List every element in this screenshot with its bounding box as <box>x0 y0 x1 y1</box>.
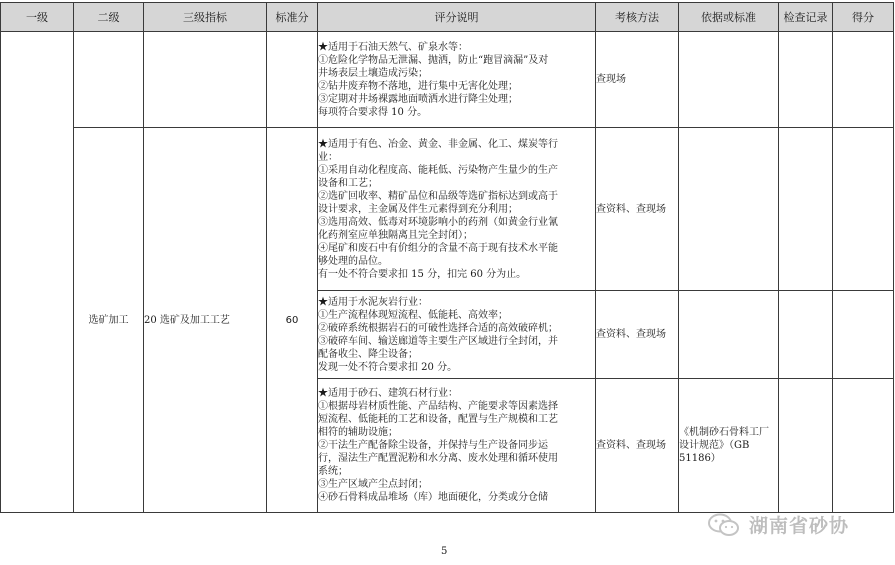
score-cell-top <box>267 32 318 128</box>
description-line: ①采用自动化程度高、能耗低、污染物产生量少的生产 <box>318 164 558 176</box>
method-cell: 查资料、查现场 <box>596 128 679 291</box>
header-level2: 二级 <box>74 3 144 32</box>
description-line: 系统； <box>318 466 348 477</box>
header-row <box>1 3 894 32</box>
description-line: ④尾矿和废石中有价组分的含量不高于现有技术水平能 <box>318 242 558 254</box>
description-cell <box>318 379 596 513</box>
description-line: ①危险化学物品无泄漏、抛洒，防止“跑冒滴漏”及对 <box>318 54 549 66</box>
description-line: 配备收尘、降尘设备； <box>318 348 418 360</box>
description-line: 发现一处不符合要求扣 20 分。 <box>318 361 458 373</box>
level3-cell-top <box>144 32 267 128</box>
description-line: 相符的辅助设施； <box>318 427 398 438</box>
description-line: 设计要求，主金属及伴生元素得到充分利用； <box>318 203 518 215</box>
basis-cell <box>679 379 779 513</box>
header-level3: 三级指标 <box>144 3 267 32</box>
header-score: 得分 <box>833 3 894 32</box>
description-line: 每项符合要求得 10 分。 <box>318 106 428 118</box>
description-line: 行，湿法生产配置泥粉和水分离、废水处理和循环使用 <box>318 453 558 464</box>
basis-cell <box>679 291 779 379</box>
description-line: 井场表层土壤造成污染； <box>318 67 428 79</box>
method-cell: 查资料、查现场 <box>596 291 679 379</box>
description-line: 有一处不符合要求扣 15 分，扣完 60 分为止。 <box>318 268 527 280</box>
standard-score-cell: 60 <box>267 128 318 513</box>
watermark-text: 湖南省砂协 <box>749 515 850 537</box>
level1-cell <box>1 32 74 513</box>
description-cell <box>318 291 596 379</box>
method-cell: 查资料、查现场 <box>596 379 679 513</box>
description-line: ②干法生产配备除尘设备，并保持与生产设备同步运 <box>318 440 548 451</box>
description-line: ②钻井废弃物不落地，进行集中无害化处理； <box>318 80 518 92</box>
level2-cell: 选矿加工 <box>74 128 144 513</box>
points-cell <box>833 128 894 291</box>
points-cell <box>833 291 894 379</box>
description-line: ★适用于有色、冶金、黄金、非金属、化工、煤炭等行 <box>318 138 558 150</box>
header-basis-standard: 依据或标准 <box>679 3 779 32</box>
header-inspection-record: 检查记录 <box>779 3 833 32</box>
header-assessment-method: 考核方法 <box>596 3 679 32</box>
description-line: ①根据母岩材质性能、产品结构、产能要求等因素选择 <box>318 401 558 412</box>
description-line: 够处理的品位。 <box>318 255 388 267</box>
points-cell <box>833 32 894 128</box>
level3-cell: 20 选矿及加工工艺 <box>144 128 267 513</box>
table-row <box>1 128 894 291</box>
record-cell <box>779 379 833 513</box>
scoring-table <box>0 2 894 513</box>
description-line: ②破碎系统根据岩石的可破性选择合适的高效破碎机； <box>318 322 558 334</box>
header-level1: 一级 <box>1 3 74 32</box>
basis-cell <box>679 32 779 128</box>
description-line: ③选用高效、低毒对环境影响小的药剂（如黄金行业氰 <box>318 216 558 228</box>
record-cell <box>779 128 833 291</box>
description-line: ★适用于石油天然气、矿泉水等： <box>318 41 468 53</box>
basis-line: 51186） <box>679 453 721 464</box>
basis-cell <box>679 128 779 291</box>
description-line: 化药剂室应单独隔离且完全封闭）； <box>318 229 473 241</box>
level2-cell-top <box>74 32 144 128</box>
description-line: 业： <box>318 151 338 163</box>
description-line: ★适用于砂石、建筑石材行业： <box>318 388 458 399</box>
record-cell <box>779 32 833 128</box>
description-line: ②选矿回收率、精矿品位和品级等选矿指标达到或高于 <box>318 190 558 202</box>
record-cell <box>779 291 833 379</box>
description-line: ③定期对井场裸露地面喷洒水进行降尘处理； <box>318 93 518 105</box>
header-scoring-description: 评分说明 <box>318 3 596 32</box>
description-line: 短流程、低能耗的工艺和设备，配置与生产规模和工艺 <box>318 414 558 425</box>
table-row <box>1 32 894 128</box>
description-cell <box>318 128 596 291</box>
header-standard-score: 标准分 <box>267 3 318 32</box>
basis-line: 设计规范》（GB <box>679 440 750 451</box>
description-line: ③破碎车间、输送廊道等主要生产区域进行全封闭，并 <box>318 335 558 347</box>
watermark <box>707 511 849 538</box>
description-line: ④砂石骨料成品堆场（库）地面硬化，分类或分仓储 <box>318 492 548 503</box>
wechat-icon <box>707 513 741 537</box>
points-cell <box>833 379 894 513</box>
description-line: ①生产流程体现短流程、低能耗、高效率； <box>318 309 508 321</box>
page-number: 5 <box>441 546 448 557</box>
method-cell: 查现场 <box>596 32 679 128</box>
description-line: ★适用于水泥灰岩行业： <box>318 296 428 308</box>
description-cell <box>318 32 596 128</box>
description-line: 设备和工艺； <box>318 177 378 189</box>
basis-line: 《机制砂石骨料工厂 <box>679 427 769 438</box>
description-line: ③生产区域产尘点封闭； <box>318 479 428 490</box>
